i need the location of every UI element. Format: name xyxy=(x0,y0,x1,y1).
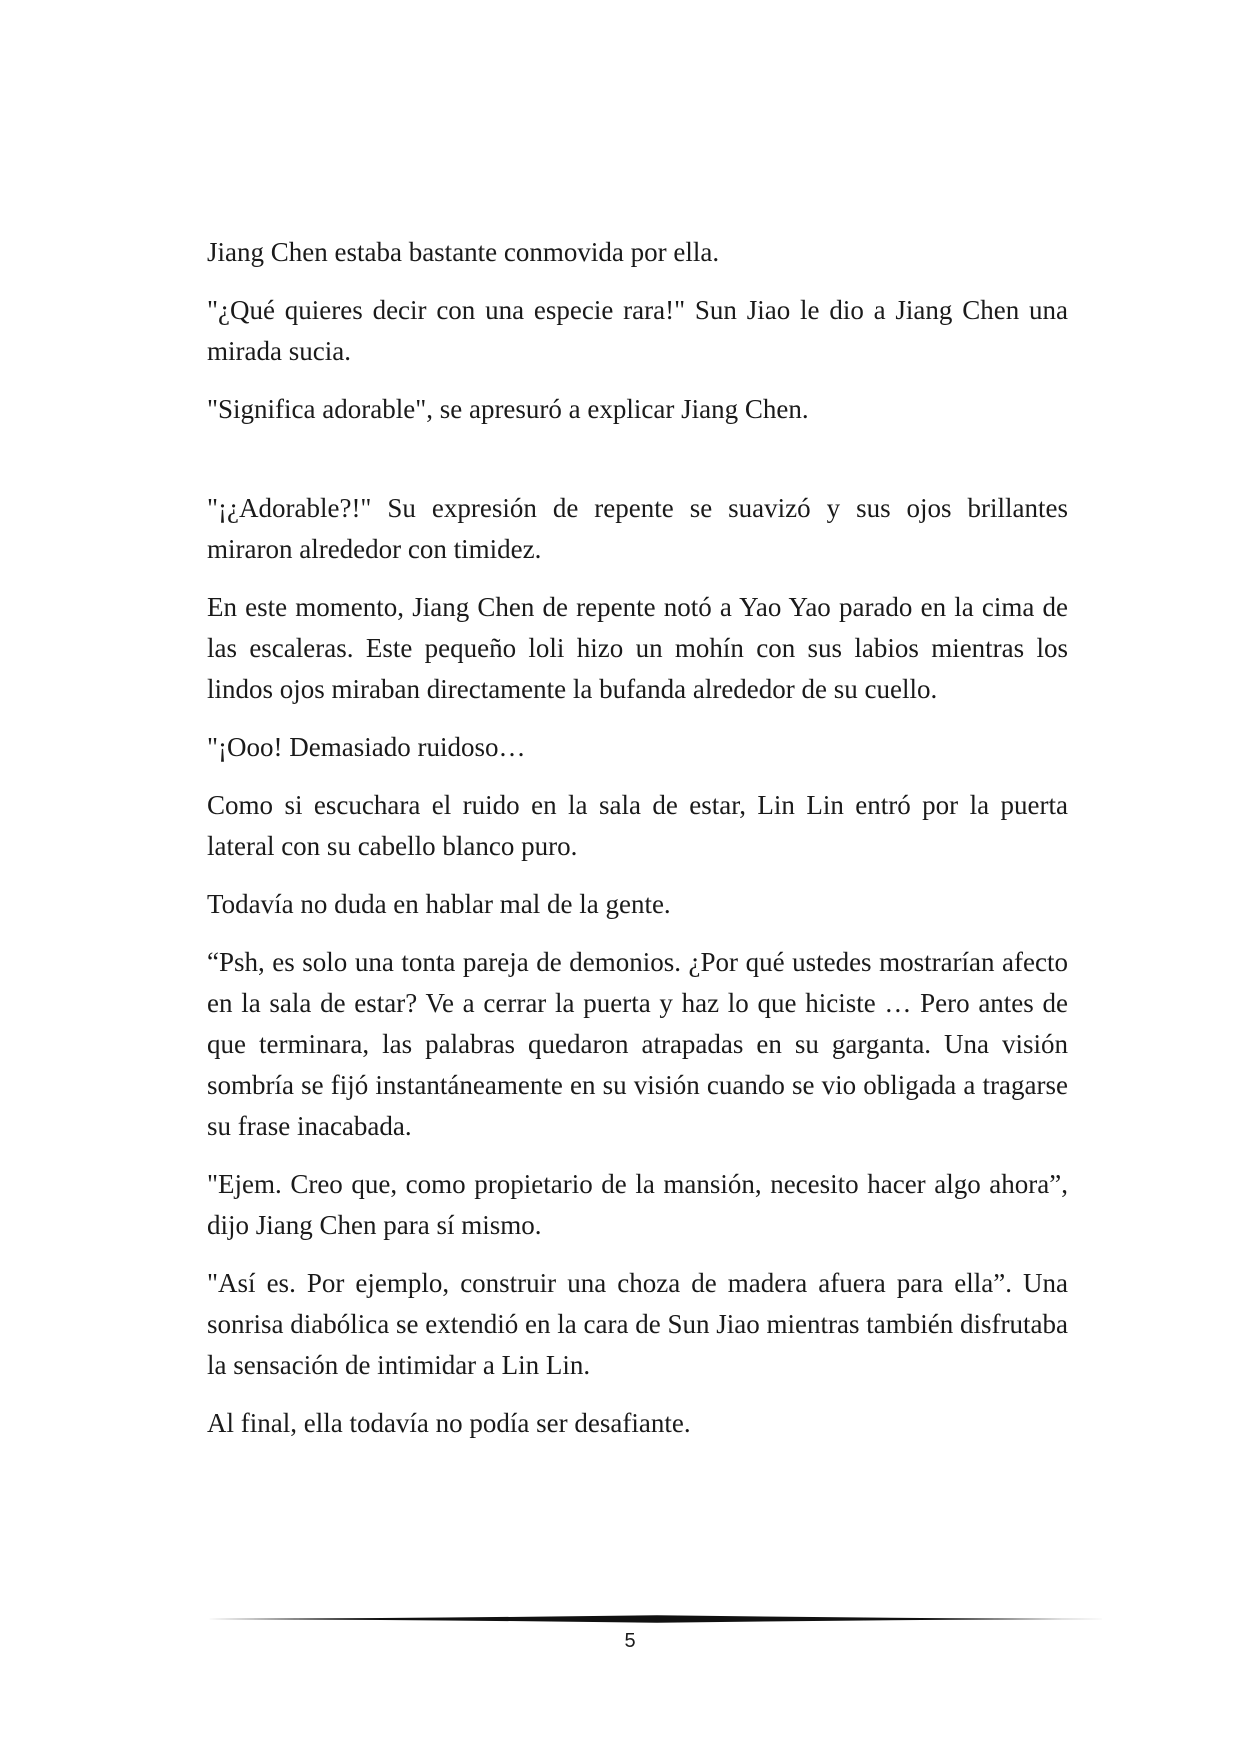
paragraph: Jiang Chen estaba bastante conmovida por ella. xyxy=(207,237,720,267)
paragraph: "Ejem. Creo que, como propietario de la mansión, necesito hacer algo ahora”, dijo Jiang Chen para sí mismo. xyxy=(207,1169,1068,1240)
page-body xyxy=(207,232,1068,1461)
paragraph: En este momento, Jiang Chen de repente notó a Yao Yao parado en la cima de las escaleras. Este pequeño loli hizo un mohín con sus labios mientras los lindos ojos miraban directamente la bufanda alrededor de su cuello. xyxy=(207,592,1068,704)
footer-divider xyxy=(207,1612,1107,1626)
paragraph: "¡¿Adorable?!" Su expresión de repente se suavizó y sus ojos brillantes miraron alrededor con timidez. xyxy=(207,493,1068,564)
paragraph: "¡Ooo! Demasiado ruidoso… xyxy=(207,732,526,762)
paragraph: “Psh, es solo una tonta pareja de demonios. ¿Por qué ustedes mostrarían afecto en la sala de estar? Ve a cerrar la puerta y haz lo que hiciste … Pero antes de que terminara, las palabras quedaron atrapadas en su garganta. Una visión sombría se fijó instantáneamente en su visión cuando se vio obligada a tragarse su frase inacabada. xyxy=(207,947,1068,1141)
paragraph: "Significa adorable", se apresuró a explicar Jiang Chen. xyxy=(207,394,809,424)
paragraph: "Así es. Por ejemplo, construir una choza de madera afuera para ella”. Una sonrisa diabólica se extendió en la cara de Sun Jiao mientras también disfrutaba la sensación de intimidar a Lin Lin. xyxy=(207,1268,1068,1380)
paragraph: Al final, ella todavía no podía ser desafiante. xyxy=(207,1408,691,1438)
page-number: 5 xyxy=(624,1630,636,1652)
paragraph: Como si escuchara el ruido en la sala de estar, Lin Lin entró por la puerta lateral con su cabello blanco puro. xyxy=(207,790,1068,861)
paragraph: Todavía no duda en hablar mal de la gente. xyxy=(207,889,671,919)
paragraph: "¿Qué quieres decir con una especie rara!" Sun Jiao le dio a Jiang Chen una mirada sucia. xyxy=(207,295,1068,366)
